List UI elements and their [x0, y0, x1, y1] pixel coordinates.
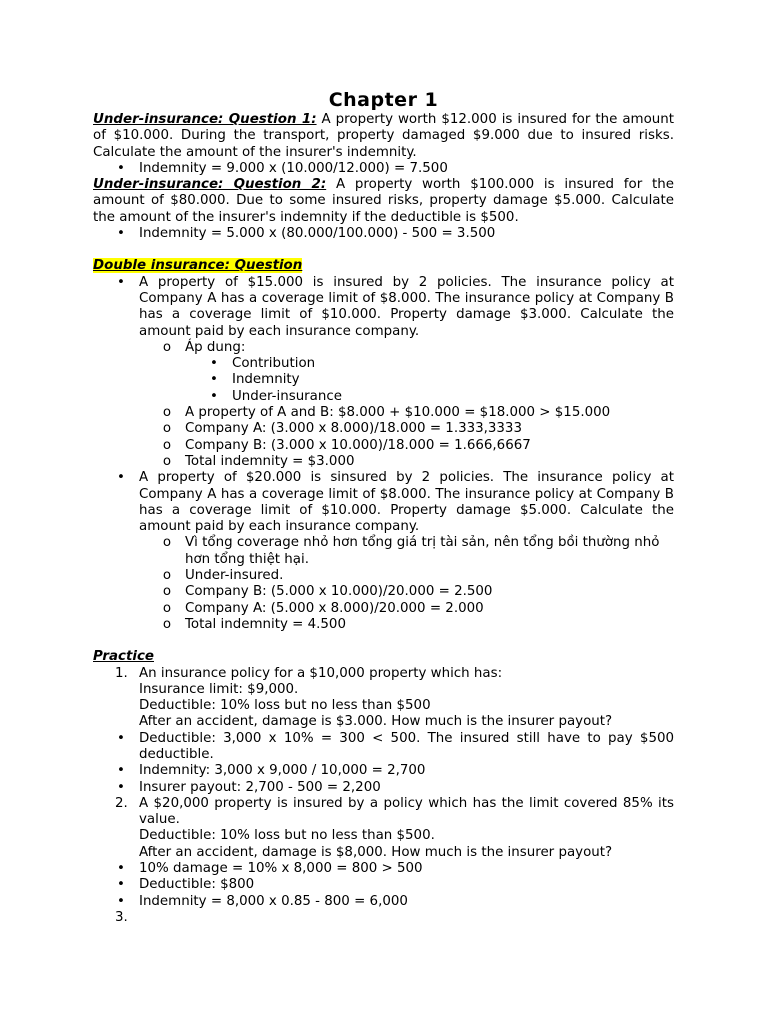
question-1-answer: Indemnity = 9.000 x (10.000/12.000) = 7.500	[139, 160, 448, 176]
bullet-icon: •	[117, 779, 125, 795]
bullet-icon: •	[210, 356, 218, 372]
list-item	[93, 470, 674, 535]
question-1-answer-list	[93, 161, 674, 177]
practice-heading	[93, 649, 674, 665]
question-2-label: Under-insurance: Question 2:	[93, 177, 327, 193]
practice-1-line: After an accident, damage is $3.000. How much is the insurer payout?	[139, 714, 613, 730]
practice-1-line: Deductible: 10% loss but no less than $500	[139, 698, 431, 714]
list-item	[93, 275, 674, 340]
bullet-icon: •	[117, 893, 125, 909]
practice-label: Practice	[93, 649, 154, 665]
practice-list-3	[93, 910, 674, 926]
question-2-text: A property worth $100.000 is insured for the amount of $80.000. Due to some insured risks, property damage $5.000. Calculate the amount of the insurer's indemnity if the deductible is $500.	[93, 177, 674, 225]
double-case-2-text: A property of $20.000 is sinsured by 2 policies. The insurance policy at Company A has a coverage limit of $8.000. The insurance policy at Company B has a coverage limit of $10.000. Property damage $5.000. Calculate the amount paid by each insurance company.	[139, 470, 674, 535]
list-item	[93, 910, 674, 926]
circle-bullet-icon: o	[162, 600, 172, 616]
circle-bullet-icon: o	[162, 421, 172, 437]
list-item	[93, 454, 674, 470]
item-number: 2.	[115, 795, 128, 811]
bullet-icon: •	[117, 730, 125, 746]
calc-step: Company A: (5.000 x 8.000)/20.000 = 2.000	[185, 600, 484, 616]
list-item	[93, 584, 674, 600]
practice-1-answer: Insurer payout: 2,700 - 500 = 2,200	[139, 779, 381, 795]
list-item	[93, 617, 674, 633]
practice-2-answer: Deductible: $800	[139, 877, 255, 893]
practice-1-answer: Deductible: 3,000 x 10% = 300 < 500. The insured still have to pay $500 deductible.	[139, 730, 674, 762]
list-item	[93, 828, 674, 844]
principle: Under-insurance	[232, 388, 342, 404]
calc-step: Total indemnity = $3.000	[185, 453, 355, 469]
calc-step: Total indemnity = 4.500	[185, 616, 346, 632]
list-item	[93, 535, 674, 568]
list-item	[93, 780, 674, 796]
circle-bullet-icon: o	[162, 535, 172, 551]
question-2-answer: Indemnity = 5.000 x (80.000/100.000) - 500 = 3.500	[139, 226, 496, 242]
spacer	[93, 242, 674, 258]
circle-bullet-icon: o	[162, 616, 172, 632]
question-1-label: Under-insurance: Question 1:	[93, 112, 317, 127]
practice-2-line: Deductible: 10% loss but no less than $500.	[139, 828, 435, 844]
spacer	[93, 633, 674, 649]
calc-step: A property of A and B: $8.000 + $10.000 = $18.000 > $15.000	[185, 405, 611, 421]
circle-bullet-icon: o	[162, 437, 172, 453]
apdung-label: Áp dung:	[185, 339, 246, 355]
page-title: Chapter 1	[328, 89, 439, 111]
list-item	[93, 405, 674, 421]
calc-step: Company B: (3.000 x 10.000)/18.000 = 1.666,6667	[185, 437, 531, 453]
list-item	[93, 666, 674, 682]
circle-bullet-icon: o	[162, 453, 172, 469]
question-2-answer-list	[93, 226, 674, 242]
principle: Contribution	[232, 356, 316, 372]
calc-step: Under-insured.	[185, 568, 284, 584]
list-item	[93, 861, 674, 877]
practice-2-line: After an accident, damage is $8,000. How much is the insurer payout?	[139, 844, 613, 860]
list-item	[93, 372, 674, 388]
list-item	[93, 438, 674, 454]
list-item	[93, 356, 674, 372]
practice-1-answers	[93, 731, 674, 796]
bullet-icon: •	[210, 372, 218, 388]
item-number: 1.	[115, 665, 128, 681]
list-item	[93, 601, 674, 617]
question-1	[93, 112, 674, 161]
list-item	[93, 796, 674, 829]
double-case-1-text: A property of $15.000 is insured by 2 policies. The insurance policy at Company A has a coverage limit of $8.000. The insurance policy at Company B has a coverage limit of $10.000. Property damage $3.000. Calculate the amount paid by each insurance company.	[139, 274, 674, 339]
practice-2-answer: 10% damage = 10% x 8,000 = 800 > 500	[139, 861, 423, 877]
list-item	[93, 877, 674, 893]
bullet-icon: •	[117, 470, 125, 486]
practice-2-line: A $20,000 property is insured by a policy which has the limit covered 85% its value.	[139, 795, 674, 828]
calc-step: Company B: (5.000 x 10.000)/20.000 = 2.500	[185, 584, 493, 600]
principle: Indemnity	[232, 372, 300, 388]
practice-1-line: An insurance policy for a $10,000 property which has:	[139, 665, 503, 681]
practice-1-line: Insurance limit: $9,000.	[139, 681, 299, 697]
question-1-text: A property worth $12.000 is insured for the amount of $10.000. During the transport, property damaged $9.000 due to insured risks. Calculate the amount of the insurer's indemnity.	[93, 112, 674, 160]
list-item	[93, 340, 674, 356]
bullet-icon: •	[117, 274, 125, 290]
practice-1-answer: Indemnity: 3,000 x 9,000 / 10,000 = 2,700	[139, 763, 426, 779]
bullet-icon: •	[117, 877, 125, 893]
bullet-icon: •	[117, 226, 125, 242]
document-page	[93, 88, 674, 926]
list-item	[93, 731, 674, 764]
double-insurance-heading	[93, 258, 674, 274]
list-item	[93, 698, 674, 714]
bullet-icon: •	[117, 763, 125, 779]
bullet-icon: •	[117, 861, 125, 877]
list-item	[93, 682, 674, 698]
list-item	[93, 389, 674, 405]
list-item	[93, 161, 674, 177]
list-item	[93, 894, 674, 910]
list-item	[93, 714, 674, 730]
list-item	[93, 763, 674, 779]
circle-bullet-icon: o	[162, 339, 172, 355]
practice-2-answers	[93, 861, 674, 910]
list-item	[93, 845, 674, 861]
question-2	[93, 177, 674, 226]
practice-list	[93, 666, 674, 731]
practice-2-answer: Indemnity = 8,000 x 0.85 - 800 = 6,000	[139, 893, 408, 909]
list-item	[93, 226, 674, 242]
list-item	[93, 568, 674, 584]
double-insurance-list	[93, 275, 674, 634]
item-number: 3.	[115, 909, 128, 925]
bullet-icon: •	[117, 160, 125, 176]
circle-bullet-icon: o	[162, 584, 172, 600]
list-item	[93, 421, 674, 437]
practice-list-2	[93, 796, 674, 861]
circle-bullet-icon: o	[162, 405, 172, 421]
double-insurance-label: Double insurance: Question	[93, 258, 303, 274]
calc-step: Company A: (3.000 x 8.000)/18.000 = 1.333,3333	[185, 421, 522, 437]
circle-bullet-icon: o	[162, 568, 172, 584]
calc-step: Vì tổng coverage nhỏ hơn tổng giá trị tài sản, nên tổng bồi thường nhỏ hơn tổng thiệt hại.	[185, 535, 660, 567]
bullet-icon: •	[210, 388, 218, 404]
